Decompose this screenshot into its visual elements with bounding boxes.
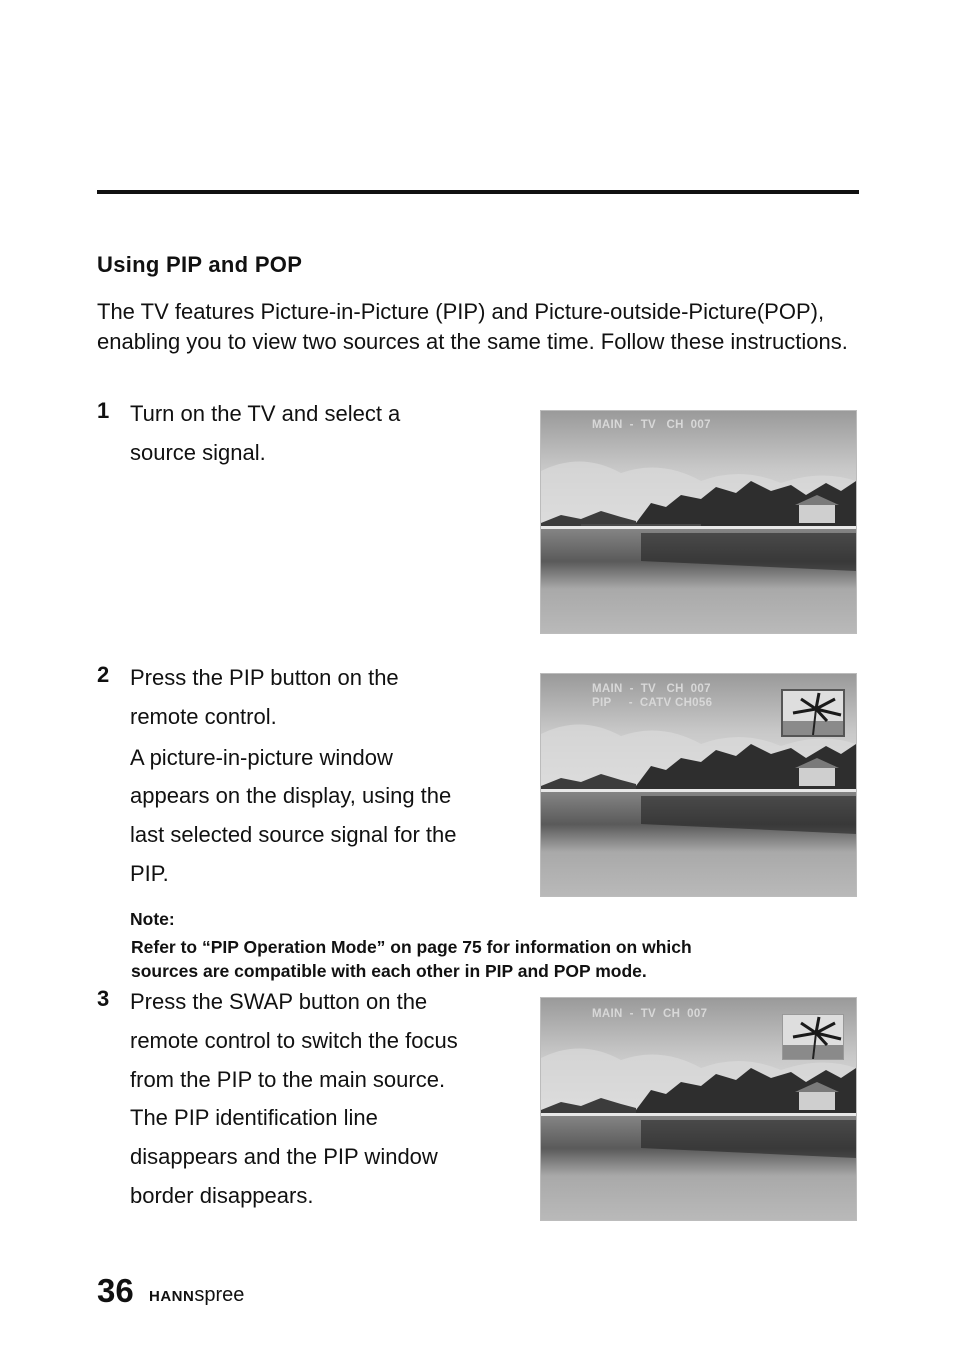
section-title: Using PIP and POP [97, 252, 303, 277]
step-1-line: source signal. [130, 439, 266, 465]
osd-main-line [592, 683, 711, 695]
intro-paragraph: The TV features Picture-in-Picture (PIP) and Picture-outside-Picture(POP), enabling you to view two sources at the same time. Follow these instructions. [97, 299, 848, 354]
beach-scene-image [541, 411, 856, 633]
osd-main-label: MAIN - TV [592, 683, 656, 695]
note-line: Refer to “PIP Operation Mode” on page 75 for information on which [131, 937, 692, 957]
step-3-line: The PIP identification line [130, 1105, 378, 1131]
step-3-line: remote control to switch the focus [130, 1027, 458, 1053]
osd-main-line: MAIN - TV CH 007 [592, 419, 711, 431]
brand-light: spree [194, 1284, 245, 1306]
step-3-line: from the PIP to the main source. [130, 1066, 446, 1092]
step-2-line: appears on the display, using the [130, 783, 452, 809]
step-1-text [130, 395, 525, 473]
step-3-text [130, 983, 525, 1216]
step-2-line: Press the PIP button on the [130, 665, 399, 690]
tv-screen-pip [540, 673, 857, 897]
note-line: sources are compatible with each other in PIP and POP mode. [131, 960, 647, 981]
step-3-number: 3 [97, 986, 110, 1011]
step-2-line: last selected source signal for the [130, 822, 457, 848]
osd-main-channel: CH 007 [656, 683, 711, 695]
brand-logo [149, 1284, 244, 1307]
step-2-number: 2 [97, 662, 110, 687]
pip-window [781, 689, 845, 737]
step-2-line: remote control. [130, 703, 277, 729]
note-title: Note: [130, 909, 175, 929]
step-3-line: Press the SWAP button on the [130, 989, 428, 1014]
step-3-line: disappears and the PIP window [130, 1144, 438, 1170]
top-rule [97, 190, 859, 194]
step-3-line: border disappears. [130, 1182, 314, 1208]
tv-screen-swap [540, 997, 857, 1221]
step-1-line: Turn on the TV and select a [130, 401, 401, 426]
osd-main-line: MAIN - TV CH 007 [592, 1008, 708, 1020]
palm-tree-image [783, 691, 843, 735]
page-number: 36 [97, 1272, 134, 1309]
step-2-text [130, 659, 525, 894]
osd-pip-line: PIP - CATV CH056 [592, 697, 713, 709]
pip-window [782, 1014, 844, 1060]
step-2-line: A picture-in-picture window [130, 744, 393, 770]
step-1-number: 1 [97, 398, 110, 423]
note-body [131, 936, 851, 983]
palm-tree-image [783, 1015, 843, 1059]
step-2-line: PIP. [130, 860, 169, 886]
tv-screen-main [540, 410, 857, 634]
brand-bold: HANN [149, 1288, 195, 1305]
